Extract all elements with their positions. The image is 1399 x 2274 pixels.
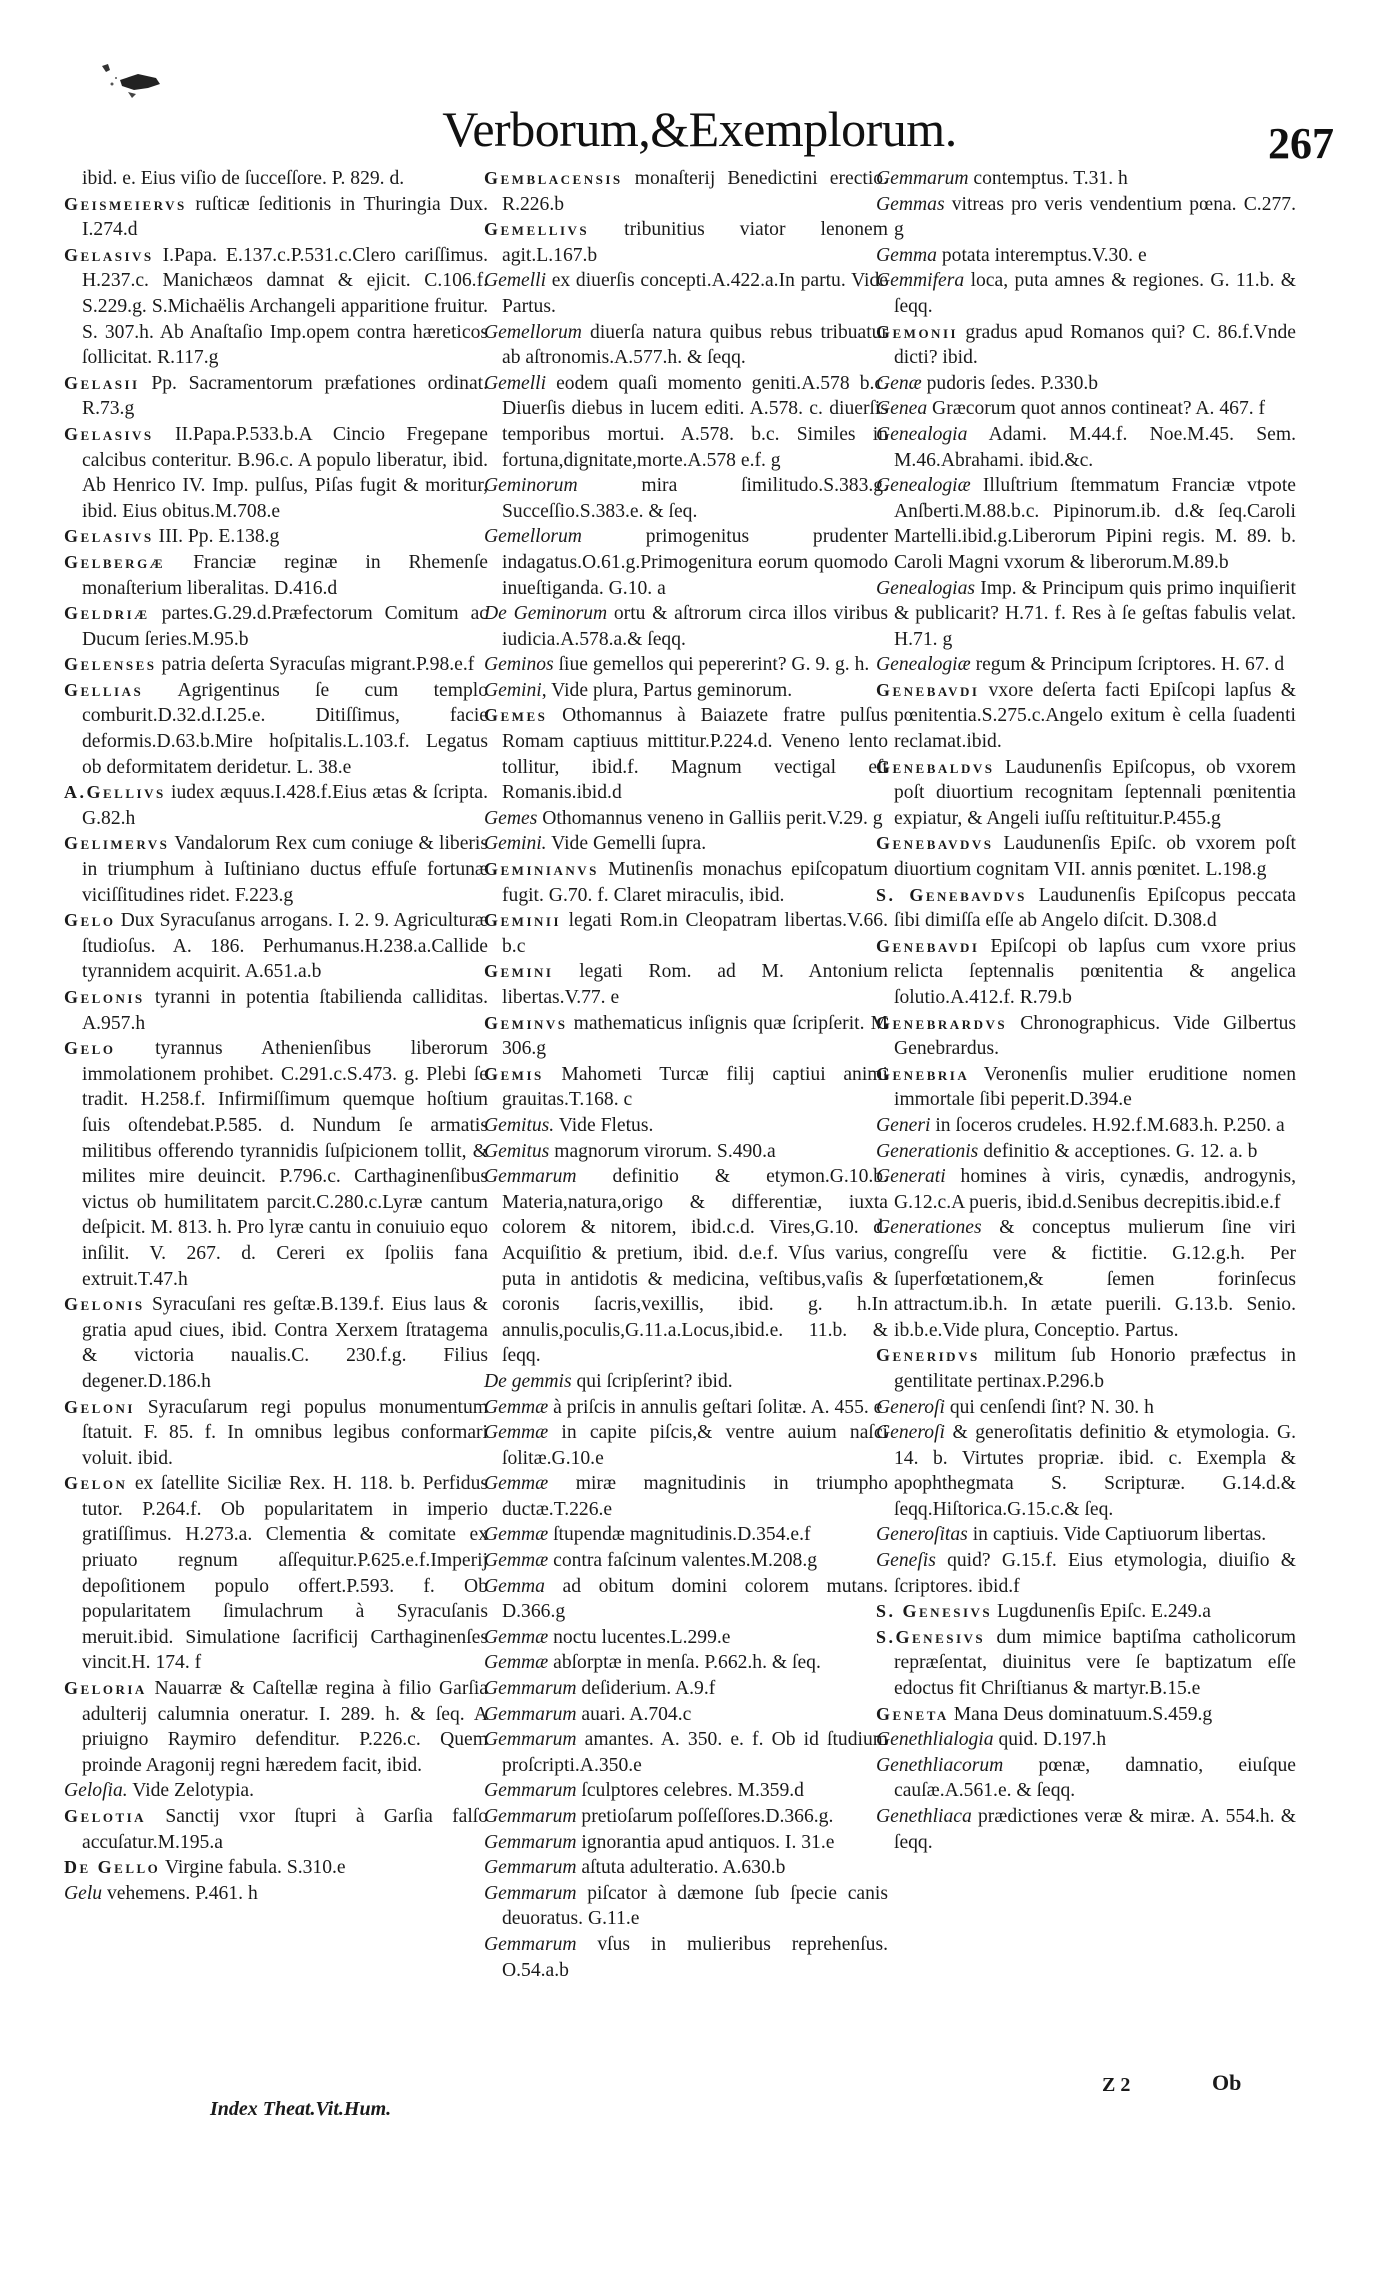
entry-headword: Geloni — [64, 1396, 135, 1417]
entry-italic-term: Gemmæ — [484, 1473, 549, 1495]
signature-mark: Z 2 — [1102, 2074, 1131, 2096]
entry-italic-term: Gelu — [64, 1882, 103, 1904]
entry-italic-term: Gemes — [484, 807, 538, 829]
entry-text: ignorantia apud antiquos. I. 31.e — [576, 1831, 835, 1853]
entry-text: vſus in mulieribus reprehenſus. O.54.a.b — [502, 1933, 888, 1981]
entry-headword: Gelbergæ — [64, 551, 166, 572]
catchword: Ob — [1212, 2070, 1242, 2095]
entry-headword: Gelasivs — [64, 526, 154, 547]
entry-italic-term: Genealogiæ — [876, 475, 971, 497]
index-entry — [876, 576, 1296, 653]
entry-text: Syracuſani res geſtæ.B.139.f. Eius laus & gratia apud ciues, ibid. Contra Xerxem ſtratagema & victoria naualis.C. 230.f.g. Filius degener.D.186.h — [82, 1294, 488, 1392]
index-entry — [876, 1139, 1296, 1165]
entry-headword: Genebavdvs — [876, 833, 994, 854]
entry-italic-term: Gemmarum — [484, 1831, 577, 1853]
entry-italic-term: Gemmas — [876, 193, 945, 215]
entry-text: Franciæ reginæ in Rhemenſe monaſterium liberalitas. D.416.d — [82, 551, 488, 599]
index-entry — [876, 678, 1296, 755]
index-entry — [484, 1420, 888, 1471]
index-entry — [64, 1036, 488, 1292]
entry-text: diuerſa natura quibus rebus tribuatur ab aſtronomis.A.577.h. & ſeqq. — [502, 321, 888, 369]
column-middle — [484, 166, 888, 1983]
entry-headword: Geminii — [484, 910, 562, 931]
entry-italic-term: Gemmarum — [484, 1780, 577, 1802]
entry-text: ortu & aſtrorum circa illos viribus iudicia.A.578.a.& ſeqq. — [502, 603, 888, 650]
entry-text: Mutinenſis monachus epiſcopatum fugit. G.70. f. Claret miraculis, ibid. — [502, 859, 888, 906]
entry-italic-term: Generoſi — [876, 1422, 945, 1444]
entry-text: Pp. Sacramentorum præfationes ordinat. R.73.g — [82, 372, 488, 420]
entry-text: Othomannus à Baiazete fratre pulſus Romam captiuus mittitur.P.224.d. Veneno lento tollitur, ibid.f. Magnum vectigal eſt Romanis.ibid.d — [502, 705, 888, 804]
index-entry — [876, 1062, 1296, 1113]
index-entry — [64, 1804, 488, 1855]
entry-italic-term: Gemini — [484, 679, 542, 701]
entry-text: Vandalorum Rex cum coniuge & liberis in triumphum à Iuſtiniano ductus effuſe fortunæ viciſſitudines ridet. F.223.g — [82, 833, 488, 906]
index-entry — [484, 217, 888, 268]
entry-text: tyrannus Athenienſibus liberorum immolationem prohibet. C.291.c.S.473. g. Plebi ſe tradit. H.258.f. Infirmiſſimum quemque hoſtium ſuis oſtendebat.P.585. d. Nundum ſe armatis militibus offerendo tyrannidis ſuſpicionem tollit, & milites mire deuincit. P.796.c. Carthaginenſibus victus ob humilitatem parcit.C.280.c.Lyræ cantum deſpicit. M. 813. h. Pro lyræ cantu in conuiuio equo inſilit. V. 267. d. Cereri ex ſpoliis fana extruit.T.47.h — [82, 1038, 488, 1290]
entry-text: eodem quaſi momento geniti.A.578 b.c. Diuerſis diebus in lucem editi. A.578. c. diuerſis temporibus mortui. A.578. b.c. Similes in fortuna,dignitate,morte.A.578 e.f. g — [502, 372, 888, 471]
entry-italic-term: Generati — [876, 1166, 946, 1188]
entry-text: pudoris ſedes. P.330.b — [921, 372, 1099, 394]
index-entry — [484, 524, 888, 601]
entry-italic-term: Gemmarum — [484, 1729, 577, 1751]
entry-headword: Gelonis — [64, 1294, 145, 1315]
entry-headword: Geloria — [64, 1678, 147, 1699]
index-entry — [876, 1522, 1296, 1548]
entry-text: partes.G.29.d.Præfectorum Comitum ac Ducum ſeries.M.95.b — [82, 603, 488, 650]
index-entry — [876, 1395, 1296, 1421]
index-entry — [876, 422, 1296, 473]
entry-italic-term: De Geminorum — [484, 603, 608, 625]
index-entry — [64, 1676, 488, 1778]
index-entry — [64, 831, 488, 908]
entry-text: Othomannus veneno in Galliis perit.V.29. g — [537, 807, 883, 829]
index-entry — [64, 652, 488, 678]
entry-text: III. Pp. E.138.g — [153, 526, 280, 548]
index-entry — [876, 831, 1296, 882]
entry-text: vxore deſerta facti Epiſcopi lapſus & pœnitentia.S.275.c.Angelo exitum è cella ſuadenti reclamat.ibid. — [894, 679, 1296, 753]
index-entry — [484, 1625, 888, 1651]
index-entry — [64, 678, 488, 780]
entry-italic-term: Genealogias — [876, 577, 976, 599]
entry-text: in captiuis. Vide Captiuorum libertas. — [967, 1524, 1267, 1546]
entry-italic-term: Geloſia. — [64, 1780, 128, 1802]
entry-italic-term: Generoſi — [876, 1396, 945, 1418]
entry-italic-term: Geneſis — [876, 1550, 936, 1572]
index-entry — [876, 396, 1296, 422]
entry-text: Adami. M.44.f. Noe.M.45. Sem. M.46.Abrahami. ibid.&c. — [894, 423, 1296, 471]
index-entry — [876, 755, 1296, 832]
entry-headword: Gelasivs — [64, 423, 154, 444]
entry-text: qui cenſendi ſint? N. 30. h — [944, 1396, 1154, 1418]
entry-text: auari. A.704.c — [576, 1703, 692, 1725]
entry-headword: Gemonii — [876, 321, 959, 342]
index-entry — [484, 1062, 888, 1113]
entry-headword: Genebria — [876, 1063, 970, 1084]
entry-text: gradus apud Romanos qui? C. 86.f.Vnde dicti? ibid. — [894, 321, 1296, 369]
entry-italic-term: Gemini. — [484, 833, 547, 855]
index-entry — [484, 1139, 888, 1165]
index-entry — [484, 1855, 888, 1881]
entry-text: contemptus. T.31. h — [968, 168, 1128, 189]
entry-italic-term: Gemmarum — [484, 1933, 577, 1955]
index-entry — [484, 1727, 888, 1778]
entry-text: Mana Deus dominatuum.S.459.g — [948, 1703, 1213, 1725]
index-entry — [64, 908, 488, 985]
index-entry — [484, 320, 888, 371]
entry-text: & generoſitatis definitio & etymologia. G. 14. b. Virtutes propriæ. ibid. c. Exempla & apophthegmata S. Scripturæ. G.14.d.& ſeqq.Hiſtorica.G.15.c.& ſeq. — [894, 1422, 1296, 1520]
entry-text: , Vide plura, Partus geminorum. — [541, 679, 793, 701]
entry-italic-term: Gemitus. — [484, 1114, 555, 1136]
index-entry — [876, 243, 1296, 269]
entry-headword: Geneta — [876, 1703, 949, 1724]
entry-headword: Gemellivs — [484, 219, 590, 240]
entry-text: aſtuta adulteratio. A.630.b — [576, 1857, 786, 1879]
entry-italic-term: Gemmæ — [484, 1652, 549, 1674]
index-entry — [484, 1164, 888, 1369]
index-entry — [484, 831, 888, 857]
index-entry — [876, 1753, 1296, 1804]
index-entry — [876, 1215, 1296, 1343]
index-entry — [876, 1727, 1296, 1753]
index-entry — [876, 883, 1296, 934]
entry-text: Imp. & Principum quis primo inquiſierit & publicarit? H.71. f. Res à ſe geſtas fabulis velat. H.71. g — [894, 577, 1296, 650]
index-entry — [876, 934, 1296, 1011]
entry-headword: Gemis — [484, 1063, 544, 1084]
index-entry — [484, 1804, 888, 1830]
entry-headword: Gelotia — [64, 1806, 147, 1826]
entry-text: Nauarræ & Caſtellæ regina à filio Garſia adulterij calumnia oneratur. I. 289. h. & ſeq. A priuigno Raymiro defenditur. P.226.c. Quem proinde Aragonij regni hæredem facit, ibid. — [82, 1678, 488, 1776]
entry-text: Veronenſis mulier eruditione nomen immortale ſibi peperit.D.394.e — [894, 1063, 1296, 1111]
index-entry — [484, 1522, 888, 1548]
index-entry — [876, 1420, 1296, 1522]
entry-text: ad obitum domini colorem mutans. D.366.g — [502, 1575, 888, 1623]
entry-text: ex diuerſis concepti.A.422.a.In partu. Vide Partus. — [502, 270, 888, 317]
running-title: Verborum,&Exemplorum. — [442, 101, 957, 157]
entry-text: legati Rom. ad M. Antonium libertas.V.77. e — [502, 961, 888, 1008]
entry-text: monaſterij Benedictini erectio. R.226.b — [502, 168, 888, 215]
entry-text: Illuſtrium ſtemmatum Franciæ vtpote Anſberti.M.88.b.c. Pipinorum.ib. d.& ſeq.Caroli Martelli.ibid.g.Liberorum Pipini regis. M. 89. b. Caroli Magni vxorum & liberorum.M.89.b — [894, 475, 1296, 573]
entry-text: Laudunenſis Epiſcopus peccata ſibi dimiſſa eſſe ab Angelo diſcit. D.308.d — [894, 884, 1296, 932]
index-entry — [876, 1113, 1296, 1139]
page-number: 267 — [1268, 119, 1334, 168]
entry-text: Laudunenſis Epiſcopus, ob vxorem poſt diuortium recognitam ſeptennali pœnitentia expiatur, & Angeli iuſſu reſtituitur.P.455.g — [894, 756, 1296, 829]
index-entry — [64, 1395, 488, 1472]
entry-text: II.Papa.P.533.b.A Cincio Fregepane calcibus conteritur. B.96.c. A populo liberatur, ibid. Ab Henrico IV. Imp. pulſus, Piſas fugit & moritur, ibid. Eius obitus.M.708.e — [82, 423, 488, 522]
index-entry — [484, 166, 888, 217]
entry-headword: Gelasivs — [64, 244, 154, 265]
entry-headword: Gemblacensis — [484, 168, 623, 188]
entry-italic-term: Gemelli — [484, 270, 547, 292]
entry-headword: Gelasii — [64, 372, 140, 393]
entry-text: loca, puta amnes & regiones. G. 11.b. & ſeqq. — [894, 270, 1296, 317]
entry-text: I.Papa. E.137.c.P.531.c.Clero cariſſimus. H.237.c. Manichæos damnat & ejicit. C.106.f. S.229.g. S.Michaëlis Archangeli apparitione fruitur. S. 307.h. Ab Anaſtaſio Imp.opem contra hæreticos ſollicitat. R.117.g — [82, 244, 488, 369]
entry-text: Vide Gemelli ſupra. — [546, 833, 707, 855]
entry-text: Chronographicus. Vide Gilbertus Genebrardus. — [894, 1012, 1296, 1060]
index-entry — [876, 652, 1296, 678]
entry-text: pretioſarum poſſeſſores.D.366.g. — [576, 1806, 834, 1827]
entry-headword: Gelenses — [64, 654, 157, 675]
entry-text: homines à viris, cynædis, androgynis, G.12.c.A pueris, ibid.d.Senibus decrepitis.ibid.e.f — [894, 1166, 1296, 1213]
entry-italic-term: Gemmarum — [484, 1806, 577, 1827]
index-entry — [876, 1804, 1296, 1855]
entry-italic-term: Gemellorum — [484, 526, 582, 548]
index-entry — [484, 1548, 888, 1574]
entry-text: Lugdunenſis Epiſc. E.249.a — [992, 1601, 1211, 1623]
entry-headword: Geismeiervs — [64, 193, 187, 214]
index-entry — [64, 422, 488, 524]
entry-headword: Gemes — [484, 705, 548, 726]
entry-italic-term: Gemmæ — [484, 1550, 549, 1572]
index-entry — [484, 959, 888, 1010]
index-entry — [64, 985, 488, 1036]
entry-italic-term: Gemmarum — [484, 1678, 577, 1700]
entry-text: miræ magnitudinis in triumpho ductæ.T.226.e — [502, 1473, 888, 1520]
entry-headword: Geminvs — [484, 1012, 568, 1033]
entry-text: Vide Zelotypia. — [127, 1780, 255, 1802]
index-entry — [484, 473, 888, 524]
entry-italic-term: Geminorum — [484, 475, 578, 497]
index-entry — [876, 166, 1296, 192]
index-entry — [484, 1778, 888, 1804]
index-entry — [484, 1011, 888, 1062]
entry-text: Virgine fabula. S.310.e — [160, 1857, 346, 1879]
entry-italic-term: Gemmifera — [876, 270, 965, 292]
index-entry — [64, 192, 488, 243]
entry-text: vehemens. P.461. h — [102, 1882, 258, 1904]
index-entry — [876, 192, 1296, 243]
index-entry — [876, 1625, 1296, 1702]
index-entry — [64, 550, 488, 601]
ink-blot-mark — [98, 62, 168, 102]
entry-headword: Gelo — [64, 1038, 116, 1059]
entry-text: qui ſcripſerint? ibid. — [571, 1370, 733, 1392]
entry-italic-term: Genethliacorum — [876, 1754, 1004, 1776]
entry-italic-term: Geminos — [484, 654, 554, 676]
entry-text: & conceptus mulierum ſine viri congreſſu vere & fictitie. G.12.g.h. Per ſuperfœtationem,& ſemen forinſecus attractum.ib.h. In ætate puerili. G.13.b. Senio. ib.b.e.Vide plura, Conceptio. Partus. — [894, 1217, 1296, 1341]
entry-text: ſculptores celebres. M.359.d — [576, 1780, 804, 1802]
entry-headword: S. Genebavdvs — [876, 884, 1027, 905]
entry-italic-term: Gemmarum — [876, 168, 969, 189]
entry-text: tribunitius viator lenonem agit.L.167.b — [502, 219, 888, 266]
column-right — [876, 166, 1296, 1855]
index-entry — [484, 1676, 888, 1702]
entry-headword: Gelimervs — [64, 833, 170, 854]
entry-text: contra faſcinum valentes.M.208.g — [548, 1550, 818, 1572]
index-entry — [64, 1855, 488, 1881]
entry-text: legati Rom.in Cleopatram libertas.V.66. b.c — [502, 910, 888, 957]
entry-italic-term: Gemitus — [484, 1140, 550, 1162]
entry-text: ruſticæ ſeditionis in Thuringia Dux. I.274.d — [82, 193, 488, 241]
index-entry — [484, 678, 888, 704]
index-entry — [484, 1395, 888, 1421]
entry-headword: De Gello — [64, 1857, 161, 1878]
entry-headword: Gelon — [64, 1473, 128, 1494]
entry-headword: Gemini — [484, 961, 554, 982]
index-entry — [484, 601, 888, 652]
entry-headword: S.Genesivs — [876, 1626, 986, 1647]
entry-text: à priſcis in annulis geſtari ſolitæ. A. 455. e — [548, 1396, 883, 1418]
entry-italic-term: Genea — [876, 398, 928, 420]
index-entry — [484, 1830, 888, 1856]
entry-headword: Geldriæ — [64, 603, 150, 624]
index-entry — [876, 1548, 1296, 1599]
index-entry — [484, 857, 888, 908]
index-entry — [64, 1778, 488, 1804]
entry-headword: Genebavdi — [876, 679, 980, 700]
entry-text: magnorum virorum. S.490.a — [549, 1140, 776, 1162]
index-entry — [876, 1164, 1296, 1215]
entry-text: mathematicus inſignis quæ ſcripſerit. M 306.g — [502, 1012, 888, 1060]
index-entry — [64, 166, 488, 192]
entry-italic-term: Genealogiæ — [876, 654, 971, 676]
index-entry — [876, 320, 1296, 371]
index-entry — [64, 1881, 488, 1907]
entry-italic-term: Gemellorum — [484, 321, 582, 343]
entry-text: dum mimice baptiſma catholicorum repræſentat, diuinitus vere ſe baptizatum eſſe edoctus fit Chriſtianus & martyr.B.15.e — [894, 1626, 1296, 1700]
index-entry — [484, 1113, 888, 1139]
entry-headword: Gelo — [64, 910, 116, 931]
index-entry — [484, 1702, 888, 1728]
entry-italic-term: Gemmarum — [484, 1857, 577, 1879]
index-entry — [484, 1369, 888, 1395]
entry-italic-term: Gemmæ — [484, 1396, 549, 1418]
entry-headword: Genebaldvs — [876, 756, 995, 777]
entry-headword: S. Genesivs — [876, 1601, 993, 1622]
entry-text: ibid. e. Eius viſio de ſucceſſore. P. 829. d. — [82, 168, 405, 189]
entry-text: ſtupendæ magnitudinis.D.354.e.f — [548, 1524, 811, 1546]
index-entry — [484, 1932, 888, 1983]
entry-text: vitreas pro veris vendentium pœna. C.277. g — [894, 193, 1296, 241]
entry-headword: Genebrardvs — [876, 1012, 1008, 1033]
entry-italic-term: Genæ — [876, 372, 922, 394]
entry-italic-term: De gemmis — [484, 1370, 572, 1392]
entry-text: ex ſatellite Siciliæ Rex. H. 118. b. Perfidus tutor. P.264.f. Ob popularitatem in imperio gratiſſimus. H.273.a. Clementia & comitate ex priuato regnum aſſequitur.P.625.e.f.Imperij depoſitionem populo offert.P.593. f. Ob popularitatem ſimulachrum à Syracuſanis meruit.ibid. Simulatione ſacrificij Carthaginenſes vincit.H. 174. f — [82, 1473, 488, 1674]
index-entry — [484, 268, 888, 319]
index-entry — [64, 780, 488, 831]
index-entry — [64, 371, 488, 422]
entry-text: abſorptæ in menſa. P.662.h. & ſeq. — [548, 1652, 821, 1674]
index-entry — [484, 908, 888, 959]
entry-text: iudex æquus.I.428.f.Eius ætas & ſcripta. G.82.h — [82, 782, 488, 829]
entry-italic-term: Generationes — [876, 1217, 982, 1239]
index-entry — [484, 1881, 888, 1932]
index-entry — [876, 268, 1296, 319]
entry-text: in capite piſcis,& ventre auium naſci ſolitæ.G.10.e — [502, 1422, 888, 1469]
entry-headword: Gellias — [64, 679, 144, 700]
entry-headword: Geminianvs — [484, 859, 599, 880]
index-entry — [876, 1702, 1296, 1728]
entry-text: regum & Principum ſcriptores. H. 67. d — [970, 654, 1285, 676]
entry-text: ſiue gemellos qui pepererint? G. 9. g. h. — [553, 654, 870, 676]
index-entry — [484, 371, 888, 473]
entry-text: tyranni in potentia ſtabilienda calliditas. A.957.h — [82, 987, 488, 1034]
entry-italic-term: Gemma — [484, 1575, 545, 1597]
index-entry — [484, 806, 888, 832]
index-entry — [876, 1343, 1296, 1394]
entry-text: mira ſimilitudo.S.383.g. Succeſſio.S.383.e. & ſeq. — [502, 475, 888, 522]
entry-text: Syracuſarum regi populus monumentum ſtatuit. F. 85. f. In omnibus legibus conformari voluit. ibid. — [82, 1396, 488, 1469]
entry-text: Dux Syracuſanus arrogans. I. 2. 9. Agriculturæ ſtudioſus. A. 186. Perhumanus.H.238.a.Callide tyrannidem acquirit. A.651.a.b — [82, 910, 488, 983]
entry-headword: Generidvs — [876, 1345, 980, 1366]
column-left — [64, 166, 488, 1906]
index-entry — [484, 1650, 888, 1676]
entry-italic-term: Gemmarum — [484, 1703, 577, 1725]
entry-italic-term: Genethlialogia — [876, 1729, 994, 1751]
index-entry — [484, 703, 888, 805]
entry-text: Epiſcopi ob lapſus cum vxore prius relicta ſeptennalis pœnitentia & angelica ſolutio.A.412.f. R.79.b — [894, 935, 1296, 1008]
entry-text: in ſoceros crudeles. H.92.f.M.683.h. P.250. a — [930, 1114, 1285, 1136]
index-entry — [64, 1471, 488, 1676]
entry-text: prædictiones veræ & miræ. A. 554.h. & ſeqq. — [894, 1806, 1296, 1853]
entry-text: militum ſub Honorio præfectus in gentilitate pertinax.P.296.b — [894, 1345, 1296, 1392]
entry-italic-term: Gemmarum — [484, 1166, 577, 1188]
index-entry — [876, 371, 1296, 397]
entry-text: Vide Fletus. — [554, 1114, 654, 1136]
index-entry — [64, 601, 488, 652]
entry-text: quid. D.197.h — [993, 1729, 1107, 1751]
entry-italic-term: Genethliaca — [876, 1806, 972, 1827]
entry-text: primogenitus prudenter indagatus.O.61.g.Primogenitura eorum quomodo inueſtiganda. G.10. a — [502, 526, 888, 599]
entry-italic-term: Gemmæ — [484, 1422, 549, 1444]
entry-italic-term: Genealogia — [876, 423, 968, 445]
entry-text: definitio & acceptiones. G. 12. a. b — [978, 1140, 1258, 1162]
entry-text: definitio & etymon.G.10.b. Materia,natura,origo & differentiæ, iuxta colorem & nitorem, ibid.c.d. Vires,G.10. d. Acquiſitio & pretium, ibid. d.e.f. Vſus varius, puta in antidotis & medicina, veſtibus,vaſis & coronis ſacris,vexillis, ibid. g. h.In annulis,poculis,G.11.a.Locus,ibid.e. 11.b. & ſeqq. — [502, 1166, 888, 1367]
entry-italic-term: Generi — [876, 1114, 931, 1136]
entry-text: Sanctij vxor ſtupri à Garſia falſo accuſatur.M.195.a — [82, 1806, 488, 1853]
entry-headword: Genebavdi — [876, 935, 980, 956]
entry-italic-term: Gemmarum — [484, 1882, 577, 1904]
index-entry — [64, 524, 488, 550]
entry-text: pœnæ, damnatio, eiuſque cauſæ.A.561.e. & ſeqq. — [894, 1754, 1296, 1802]
entry-italic-term: Gemmæ — [484, 1524, 549, 1546]
entry-text: Agrigentinus ſe cum templo comburit.D.32.d.I.25.e. Ditiſſimus, facie deformis.D.63.b.Mire hoſpitalis.L.103.f. Legatus ob deformitatem deridetur. L. 38.e — [82, 679, 488, 778]
entry-italic-term: Gemmæ — [484, 1626, 549, 1648]
entry-text: piſcator à dæmone ſub ſpecie canis deuoratus. G.11.e — [502, 1882, 888, 1930]
entry-text: Mahometi Turcæ filij captiui animi grauitas.T.168. c — [502, 1063, 888, 1111]
entry-text: Græcorum quot annos contineat? A. 467. f — [927, 398, 1266, 420]
entry-italic-term: Gemma — [876, 244, 937, 266]
entry-text: potata interemptus.V.30. e — [936, 244, 1147, 266]
index-entry — [484, 1471, 888, 1522]
entry-text: amantes. A. 350. e. f. Ob id ſtudium proſcripti.A.350.e — [502, 1729, 888, 1776]
entry-text: quid? G.15.f. Eius etymologia, diuiſio & ſcriptores. ibid.f — [894, 1550, 1296, 1597]
index-entry — [484, 652, 888, 678]
entry-headword: Gelonis — [64, 987, 145, 1007]
index-entry — [876, 1599, 1296, 1625]
index-entry — [876, 473, 1296, 575]
entry-text: deſiderium. A.9.f — [576, 1678, 716, 1700]
entry-headword: A.Gellivs — [64, 782, 166, 803]
entry-text: Laudunenſis Epiſc. ob vxorem poſt diuortium cognitam VII. annis pœnitet. L.198.g — [894, 833, 1296, 881]
entry-italic-term: Generationis — [876, 1140, 979, 1162]
index-entry — [484, 1574, 888, 1625]
entry-italic-term: Generoſitas — [876, 1524, 968, 1546]
index-entry — [64, 1292, 488, 1394]
index-entry — [876, 1011, 1296, 1062]
footer-title: Index Theat.Vit.Hum. — [210, 2098, 392, 2120]
index-entry — [64, 243, 488, 371]
entry-text: patria deſerta Syracuſas migrant.P.98.e.f — [156, 654, 475, 676]
entry-italic-term: Gemelli — [484, 372, 547, 394]
entry-text: noctu lucentes.L.299.e — [548, 1626, 731, 1648]
